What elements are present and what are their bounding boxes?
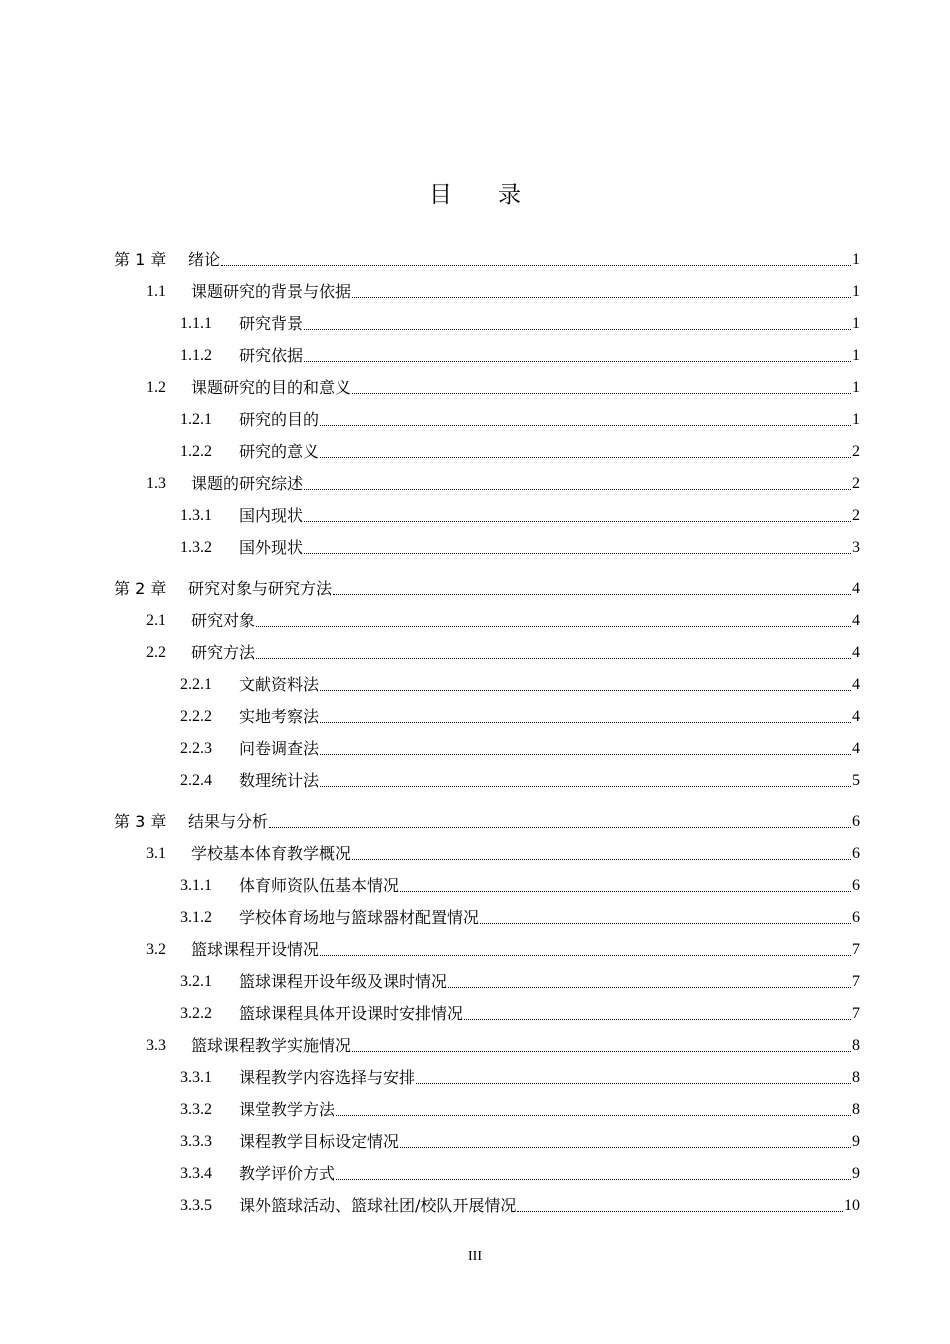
toc-number: 1.1 — [146, 283, 166, 300]
toc-number: 3.3.4 — [180, 1165, 212, 1182]
toc-number: 3.3 — [146, 1037, 166, 1054]
dot-leader — [304, 521, 851, 522]
dot-leader — [352, 1051, 851, 1052]
dot-leader — [320, 425, 851, 426]
toc-page: 1 — [852, 411, 860, 428]
toc-page: 5 — [852, 772, 860, 789]
toc-number: 1.3 — [146, 475, 166, 492]
toc-page: 8 — [852, 1037, 860, 1054]
toc-page: 4 — [852, 580, 860, 597]
toc-page: 2 — [852, 507, 860, 524]
toc-page: 9 — [852, 1133, 860, 1150]
toc-title: 课程教学目标设定情况 — [239, 1132, 400, 1151]
toc-page: 2 — [852, 475, 860, 492]
dot-leader — [333, 594, 851, 595]
toc-page: 7 — [852, 1005, 860, 1022]
toc-number: 3.1 — [146, 845, 166, 862]
dot-leader — [400, 891, 851, 892]
dot-leader — [320, 754, 851, 755]
toc-entry-section[interactable] — [146, 473, 860, 495]
toc-title: 问卷调查法 — [239, 739, 320, 758]
toc-title: 课堂教学方法 — [239, 1100, 336, 1119]
page-title: 目录 — [429, 182, 567, 208]
toc-number: 3.3.1 — [180, 1069, 212, 1086]
toc-title: 研究的目的 — [239, 410, 320, 429]
toc-entry-subsection[interactable] — [180, 907, 860, 929]
toc-title: 学校基本体育教学概况 — [191, 844, 352, 863]
toc-number: 1.1.2 — [180, 347, 212, 364]
toc-entry-subsection[interactable] — [180, 971, 860, 993]
toc-page: 1 — [852, 251, 860, 268]
toc-page: 3 — [852, 539, 860, 556]
dot-leader — [320, 955, 851, 956]
toc-entry-subsection[interactable] — [180, 345, 860, 367]
toc-title: 数理统计法 — [239, 771, 320, 790]
toc-number: 2.2.4 — [180, 772, 212, 789]
toc-entry-subsection[interactable] — [180, 1163, 860, 1185]
toc-page: 4 — [852, 740, 860, 757]
dot-leader — [256, 658, 851, 659]
toc-title: 国外现状 — [239, 538, 304, 557]
toc-page: 7 — [852, 973, 860, 990]
toc-title: 课题研究的目的和意义 — [191, 378, 352, 397]
dot-leader — [517, 1211, 843, 1212]
toc-number: 1.2.1 — [180, 411, 212, 428]
toc-title: 研究方法 — [191, 643, 256, 662]
dot-leader — [480, 923, 851, 924]
toc-number: 3.3.5 — [180, 1197, 212, 1214]
toc-title: 研究对象与研究方法 — [188, 579, 333, 598]
toc-entry-subsection[interactable] — [180, 505, 860, 527]
toc-page: 1 — [852, 283, 860, 300]
dot-leader — [336, 1115, 851, 1116]
toc-number: 第 1 章 — [114, 250, 167, 269]
toc-number: 2.2.1 — [180, 676, 212, 693]
toc-entry-subsection[interactable] — [180, 313, 860, 335]
toc-entry-section[interactable] — [146, 843, 860, 865]
toc-entry-subsection[interactable] — [180, 1131, 860, 1153]
toc-title: 结果与分析 — [188, 812, 269, 831]
toc-page: 8 — [852, 1069, 860, 1086]
dot-leader — [304, 553, 851, 554]
toc-title: 研究对象 — [191, 611, 256, 630]
toc-entry-subsection[interactable] — [180, 674, 860, 696]
toc-entry-section[interactable] — [146, 1035, 860, 1057]
toc-title: 篮球课程开设年级及课时情况 — [239, 972, 448, 991]
dot-leader — [400, 1147, 851, 1148]
toc-title: 文献资料法 — [239, 675, 320, 694]
toc-number: 1.1.1 — [180, 315, 212, 332]
toc-title: 学校体育场地与篮球器材配置情况 — [239, 908, 480, 927]
toc-entry-subsection[interactable] — [180, 738, 860, 760]
toc-entry-subsection[interactable] — [180, 1067, 860, 1089]
dot-leader — [304, 489, 851, 490]
dot-leader — [336, 1179, 851, 1180]
dot-leader — [464, 1019, 851, 1020]
toc-title: 教学评价方式 — [239, 1164, 336, 1183]
toc-number: 1.2.2 — [180, 443, 212, 460]
toc-page: 6 — [852, 813, 860, 830]
toc-number: 3.2 — [146, 941, 166, 958]
toc-title: 国内现状 — [239, 506, 304, 525]
toc-page: 6 — [852, 909, 860, 926]
toc-title: 研究的意义 — [239, 442, 320, 461]
toc-entry-subsection[interactable] — [180, 537, 860, 559]
toc-entry-section[interactable] — [146, 610, 860, 632]
toc-title: 绪论 — [188, 250, 221, 269]
toc-entry-subsection[interactable] — [180, 441, 860, 463]
toc-entry-section[interactable] — [146, 281, 860, 303]
dot-leader — [304, 361, 851, 362]
toc-page: 6 — [852, 877, 860, 894]
dot-leader — [352, 297, 851, 298]
dot-leader — [448, 987, 851, 988]
dot-leader — [320, 786, 851, 787]
toc-page: 9 — [852, 1165, 860, 1182]
toc-number: 1.2 — [146, 379, 166, 396]
toc-page: 8 — [852, 1101, 860, 1118]
toc-entry-section[interactable] — [146, 939, 860, 961]
toc-page: 4 — [852, 708, 860, 725]
toc-number: 2.2.2 — [180, 708, 212, 725]
toc-number: 1.3.2 — [180, 539, 212, 556]
dot-leader — [416, 1083, 851, 1084]
dot-leader — [352, 859, 851, 860]
toc-number: 3.2.1 — [180, 973, 212, 990]
toc-number: 3.2.2 — [180, 1005, 212, 1022]
toc-entry-chapter[interactable] — [114, 578, 860, 600]
toc-title: 体育师资队伍基本情况 — [239, 876, 400, 895]
toc-page: 1 — [852, 379, 860, 396]
toc-number: 3.3.3 — [180, 1133, 212, 1150]
toc-page: 10 — [844, 1197, 860, 1214]
page-number: III — [468, 1249, 482, 1264]
dot-leader — [269, 827, 851, 828]
dot-leader — [304, 329, 851, 330]
toc-title: 课题的研究综述 — [191, 474, 304, 493]
toc-title: 篮球课程开设情况 — [191, 940, 320, 959]
toc-number: 3.3.2 — [180, 1101, 212, 1118]
dot-leader — [320, 722, 851, 723]
toc-page: 7 — [852, 941, 860, 958]
toc-title: 研究依据 — [239, 346, 304, 365]
toc-page: 4 — [852, 676, 860, 693]
toc-entry-subsection[interactable] — [180, 770, 860, 792]
toc-number: 2.2 — [146, 644, 166, 661]
dot-leader — [320, 690, 851, 691]
dot-leader — [256, 626, 851, 627]
toc-number: 1.3.1 — [180, 507, 212, 524]
toc-entry-subsection[interactable] — [180, 1003, 860, 1025]
toc-entry-section[interactable] — [146, 377, 860, 399]
toc-title: 篮球课程具体开设课时安排情况 — [239, 1004, 464, 1023]
toc-number: 3.1.2 — [180, 909, 212, 926]
dot-leader — [221, 265, 851, 266]
toc-title: 实地考察法 — [239, 707, 320, 726]
toc-page: 6 — [852, 845, 860, 862]
toc-entry-subsection[interactable] — [180, 1195, 860, 1217]
toc-entry-subsection[interactable] — [180, 875, 860, 897]
toc-page: 4 — [852, 612, 860, 629]
toc-entry-subsection[interactable] — [180, 409, 860, 431]
dot-leader — [352, 393, 851, 394]
toc-number: 2.1 — [146, 612, 166, 629]
toc-entry-subsection[interactable] — [180, 1099, 860, 1121]
toc-entry-section[interactable] — [146, 642, 860, 664]
toc-number: 2.2.3 — [180, 740, 212, 757]
toc-entry-chapter[interactable] — [114, 811, 860, 833]
toc-number: 第 2 章 — [114, 579, 167, 598]
toc-page: 4 — [852, 644, 860, 661]
toc-title: 课题研究的背景与依据 — [191, 282, 352, 301]
toc-entry-chapter[interactable] — [114, 249, 860, 271]
toc-page: 1 — [852, 315, 860, 332]
dot-leader — [320, 457, 851, 458]
toc-entry-subsection[interactable] — [180, 706, 860, 728]
toc-number: 第 3 章 — [114, 812, 167, 831]
toc-page: 1 — [852, 347, 860, 364]
toc-title: 课程教学内容选择与安排 — [239, 1068, 416, 1087]
toc-title: 课外篮球活动、篮球社团/校队开展情况 — [239, 1196, 517, 1215]
toc-page: 2 — [852, 443, 860, 460]
toc-number: 3.1.1 — [180, 877, 212, 894]
toc-title: 篮球课程教学实施情况 — [191, 1036, 352, 1055]
toc-title: 研究背景 — [239, 314, 304, 333]
